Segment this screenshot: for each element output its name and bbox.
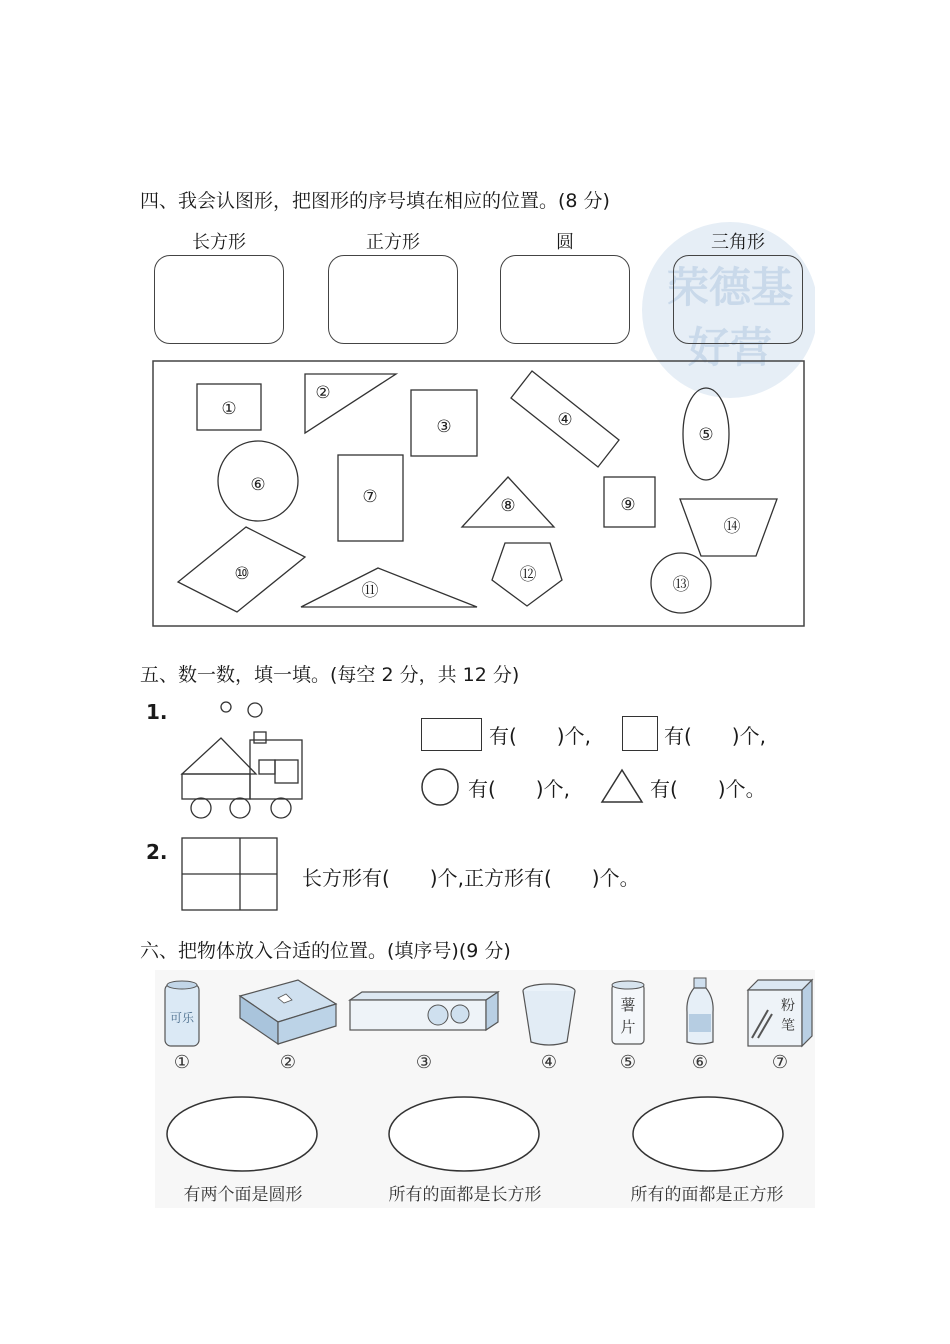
chalk-text-2: 笔 bbox=[781, 1018, 795, 1034]
cup-image bbox=[520, 982, 578, 1048]
object-number-7: ⑦ bbox=[771, 1052, 789, 1073]
q1-rectangle-count[interactable]: 有( )个, bbox=[489, 724, 591, 748]
watermark-text-1: 荣德基 bbox=[666, 263, 794, 312]
bin-ellipse-rectangle-faces[interactable] bbox=[386, 1094, 542, 1174]
bin-ellipse-circle-faces[interactable] bbox=[164, 1094, 320, 1174]
shape-label-6: ⑥ bbox=[250, 475, 266, 495]
section5-heading: 五、数一数，填一填。(每空 2 分，共 12 分) bbox=[140, 664, 520, 686]
section6-heading: 六、把物体放入合适的位置。(填序号)(9 分) bbox=[140, 940, 511, 962]
category-label-triangle: 三角形 bbox=[711, 232, 765, 253]
shape-label-12: ⑫ bbox=[519, 565, 537, 585]
shape-label-13: ⑬ bbox=[672, 575, 690, 595]
object-number-4: ④ bbox=[540, 1052, 558, 1073]
answer-box-triangle[interactable] bbox=[673, 255, 803, 344]
triangle-icon bbox=[600, 768, 644, 804]
object-number-1: ① bbox=[173, 1052, 191, 1073]
shape-label-7: ⑦ bbox=[362, 487, 378, 507]
chalk-box-image bbox=[744, 978, 816, 1050]
object-number-6: ⑥ bbox=[691, 1052, 709, 1073]
train-figure bbox=[176, 696, 308, 820]
q1-square-count[interactable]: 有( )个, bbox=[664, 724, 766, 748]
grid-figure bbox=[180, 836, 280, 912]
cola-can-image bbox=[160, 978, 204, 1050]
q2-number: 2. bbox=[146, 840, 168, 864]
shape-label-1: ① bbox=[221, 399, 237, 419]
shape-11-triangle bbox=[301, 568, 477, 607]
shape-label-8: ⑧ bbox=[500, 496, 516, 516]
box-image bbox=[238, 978, 338, 1048]
shapes-panel bbox=[152, 360, 806, 628]
category-label-circle: 圆 bbox=[556, 232, 574, 253]
q1-number: 1. bbox=[146, 700, 168, 724]
object-number-5: ⑤ bbox=[619, 1052, 637, 1073]
answer-box-square[interactable] bbox=[328, 255, 458, 344]
cola-can-text: 可乐 bbox=[169, 1011, 195, 1025]
shape-label-2: ② bbox=[315, 383, 331, 403]
q1-circle-count[interactable]: 有( )个, bbox=[468, 777, 570, 801]
rectangle-icon bbox=[421, 718, 482, 751]
long-box-image bbox=[348, 990, 500, 1034]
shape-label-4: ④ bbox=[557, 410, 573, 430]
shape-label-14: ⑭ bbox=[723, 517, 741, 537]
section4-heading: 四、我会认图形，把图形的序号填在相应的位置。(8 分) bbox=[140, 190, 610, 212]
object-number-3: ③ bbox=[415, 1052, 433, 1073]
shape-label-5: ⑤ bbox=[698, 425, 714, 445]
bin-label-rectangle-faces: 所有的面都是长方形 bbox=[388, 1185, 542, 1205]
answer-box-circle[interactable] bbox=[500, 255, 630, 344]
bin-ellipse-square-faces[interactable] bbox=[630, 1094, 786, 1174]
chips-can-image bbox=[608, 978, 648, 1048]
q1-triangle-count[interactable]: 有( )个。 bbox=[650, 777, 766, 801]
q2-count-text[interactable]: 长方形有( )个,正方形有( )个。 bbox=[302, 866, 640, 890]
bin-label-circle-faces: 有两个面是圆形 bbox=[183, 1185, 303, 1205]
watermark-text-2: 好营 bbox=[687, 323, 773, 372]
shape-label-3: ③ bbox=[436, 417, 452, 437]
category-label-rectangle: 长方形 bbox=[192, 232, 246, 253]
bottle-image bbox=[682, 976, 718, 1048]
object-number-2: ② bbox=[279, 1052, 297, 1073]
shape-label-9: ⑨ bbox=[620, 495, 636, 515]
bin-label-square-faces: 所有的面都是正方形 bbox=[630, 1185, 784, 1205]
shape-label-11: ⑪ bbox=[361, 581, 379, 601]
chips-text-1: 薯 bbox=[620, 996, 636, 1014]
chalk-text-1: 粉 bbox=[781, 998, 795, 1014]
answer-box-rectangle[interactable] bbox=[154, 255, 284, 344]
shape-label-10: ⑩ bbox=[234, 564, 250, 584]
chips-text-2: 片 bbox=[620, 1018, 636, 1036]
category-label-square: 正方形 bbox=[366, 232, 420, 253]
circle-icon bbox=[420, 767, 460, 807]
square-icon bbox=[622, 716, 658, 751]
